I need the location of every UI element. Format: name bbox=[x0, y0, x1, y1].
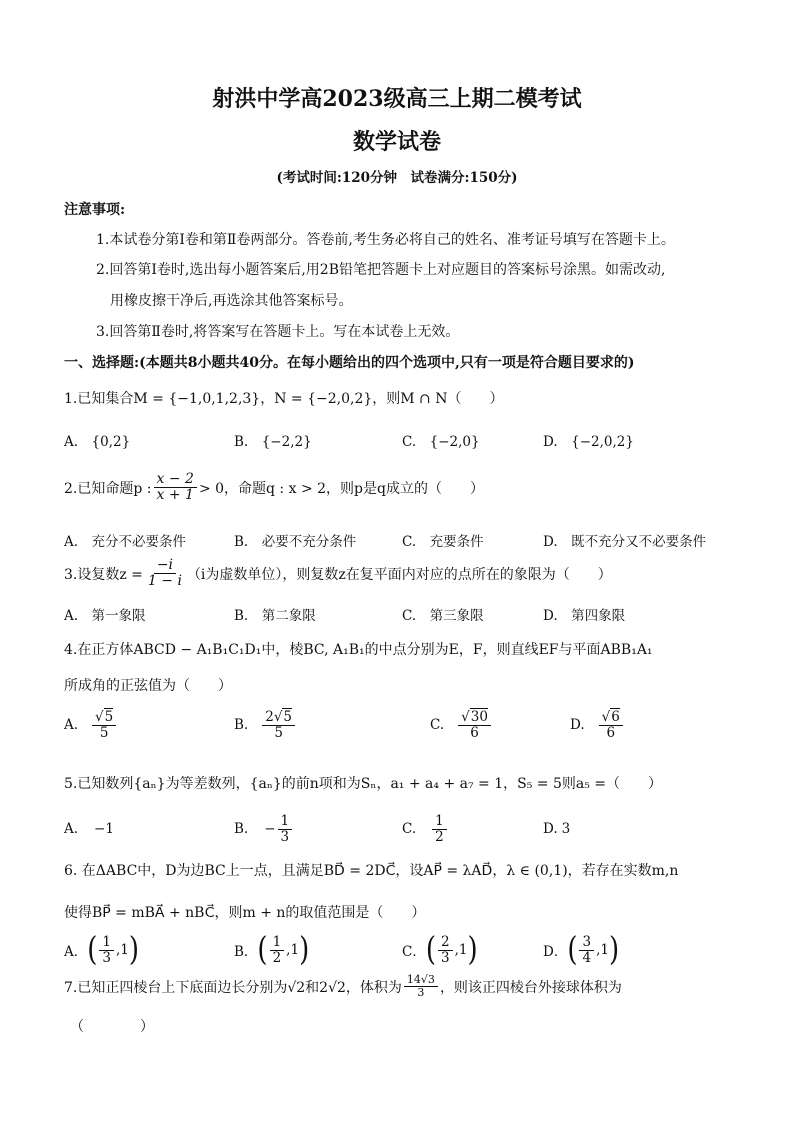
question-6-option-d-tail: ,1 bbox=[596, 942, 609, 958]
question-7-post: ，则该正四棱台外接球体积为 bbox=[439, 979, 622, 996]
question-2-post: > 0，命题q : x > 2，则p是q成立的（ ） bbox=[198, 480, 484, 497]
question-5-option-c bbox=[402, 808, 449, 850]
question-3-option-c: C. 第三象限 bbox=[402, 608, 484, 624]
question-2-option-c: C. 充要条件 bbox=[402, 534, 484, 550]
question-6-option-c bbox=[402, 930, 478, 970]
question-4-option-b-fraction bbox=[262, 710, 295, 741]
left-paren-icon: ( bbox=[567, 931, 578, 969]
question-7-pre: 7.已知正四棱台上下底面边长分别为√2和2√2，体积为 bbox=[64, 979, 402, 996]
question-5-option-b-num: 1 bbox=[278, 814, 293, 830]
question-6-option-c-den: 3 bbox=[441, 949, 450, 966]
question-6-option-b-tail: ,1 bbox=[286, 942, 300, 958]
question-5-option-a-label: A. bbox=[64, 821, 79, 837]
question-4-option-a-fraction bbox=[92, 710, 116, 741]
question-7-frac-den: 3 bbox=[417, 986, 425, 1000]
question-5-option-c-den: 2 bbox=[435, 828, 444, 845]
question-4-option-d-fraction bbox=[599, 710, 623, 741]
question-4-option-c-fraction bbox=[458, 710, 491, 741]
question-4-line-1: 4.在正方体ABCD − A₁B₁C₁D₁中，棱BC, A₁B₁的中点分别为E，F，则直线EF与平面ABB₁A₁ bbox=[64, 642, 653, 658]
question-6-option-b-fraction bbox=[270, 935, 285, 966]
question-5-option-d-text: 3 bbox=[561, 821, 571, 837]
note-item-2-cont: 用橡皮擦干净后,再选涂其他答案标号。 bbox=[110, 293, 353, 309]
question-4-option-b-coef: 2 bbox=[265, 709, 274, 725]
question-4-line-2: 所成角的正弦值为（ ） bbox=[64, 678, 232, 694]
question-6-option-c-fraction bbox=[438, 935, 453, 966]
question-5-option-b-den: 3 bbox=[280, 828, 290, 845]
question-5-option-d-label: D. bbox=[543, 821, 558, 837]
question-3-frac-den: 1 − i bbox=[147, 573, 182, 590]
question-6-option-a bbox=[64, 930, 139, 970]
question-4-option-d-den: 6 bbox=[606, 724, 616, 741]
question-4-option-c-label: C. bbox=[430, 717, 445, 734]
question-6-option-d-label: D． bbox=[543, 944, 568, 960]
question-4-option-c-den: 6 bbox=[470, 724, 479, 741]
question-3-option-a: A. 第一象限 bbox=[64, 608, 146, 624]
paper-title: 射洪中学高2023级高三上期二模考试 bbox=[212, 86, 582, 112]
question-6-option-a-den: 3 bbox=[102, 949, 111, 966]
question-4-option-b bbox=[234, 710, 297, 741]
question-6-option-d-num: 3 bbox=[579, 935, 594, 951]
question-7-frac-num: 14√3 bbox=[404, 974, 438, 987]
question-4-option-d bbox=[570, 710, 625, 741]
note-item-1: 1.本试卷分第Ⅰ卷和第Ⅱ卷两部分。答卷前,考生务必将自己的姓名、准考证号填写在答题卡上。 bbox=[96, 232, 675, 248]
question-2-option-d: D. 既不充分又不必要条件 bbox=[543, 534, 707, 550]
section-heading: 一、选择题:(本题共8小题共40分。在每小题给出的四个选项中,只有一项是符合题目要求的) bbox=[64, 355, 635, 371]
question-4-option-a-label: A. bbox=[64, 717, 79, 734]
question-2-option-a: A. 充分不必要条件 bbox=[64, 534, 187, 550]
question-4-option-d-rad: 6 bbox=[611, 709, 620, 725]
question-5-option-b-sign: − bbox=[264, 821, 276, 837]
question-3-option-d: D. 第四象限 bbox=[543, 608, 626, 624]
question-7-answer-blank: （ ） bbox=[70, 1019, 154, 1035]
question-2-fraction bbox=[154, 472, 197, 504]
question-6-option-c-num: 2 bbox=[438, 935, 453, 951]
question-5-option-c-label: C. bbox=[402, 821, 417, 837]
question-6-option-b-interval bbox=[257, 931, 310, 969]
question-6-option-c-tail: ,1 bbox=[454, 942, 468, 958]
question-6-line-1: 6. 在ΔABC中，D为边BC上一点，且满足BD⃗ = 2DC⃗，设AP⃗ = λAD⃗，λ ∈ (0,1)，若存在实数m,n bbox=[64, 863, 679, 879]
question-6-line-2: 使得BP⃗ = mBA⃗ + nBC⃗，则m + n的取值范围是（ ） bbox=[64, 905, 426, 921]
question-6-option-b-den: 2 bbox=[272, 949, 282, 966]
question-1-option-b: B. {−2,2} bbox=[234, 434, 312, 450]
exam-info: (考试时间:120分钟 试卷满分:150分) bbox=[276, 170, 518, 186]
question-5-option-c-num: 1 bbox=[432, 814, 447, 830]
question-4-option-a-rad: 5 bbox=[104, 709, 114, 725]
question-6-option-b-label: B． bbox=[234, 944, 258, 960]
question-3-post: （i为虚数单位），则复数z在复平面内对应的点所在的象限为（ ） bbox=[186, 566, 612, 583]
question-1-option-a: A. {0,2} bbox=[64, 434, 131, 450]
note-item-2: 2.回答第Ⅰ卷时,选出每小题答案后,用2B铅笔把答题卡上对应题目的答案标号涂黑。如需改动, bbox=[96, 262, 666, 278]
left-paren-icon: ( bbox=[257, 931, 268, 969]
question-6-option-a-label: A． bbox=[64, 944, 88, 960]
right-paren-icon: ) bbox=[128, 931, 140, 969]
question-6-option-d bbox=[543, 930, 619, 970]
question-4-option-a bbox=[64, 710, 118, 741]
question-5-option-a bbox=[64, 808, 114, 850]
question-5-option-d bbox=[543, 808, 570, 850]
left-paren-icon: ( bbox=[425, 931, 436, 969]
question-7-stem bbox=[64, 974, 622, 999]
question-6-option-a-num: 1 bbox=[99, 935, 114, 951]
question-4-option-c bbox=[430, 710, 493, 741]
right-paren-icon: ) bbox=[299, 931, 310, 969]
question-3-fraction bbox=[145, 558, 185, 590]
question-6-option-a-tail: ,1 bbox=[116, 942, 129, 958]
question-4-option-b-rad: 5 bbox=[283, 709, 293, 725]
question-6-option-a-fraction bbox=[99, 935, 114, 966]
question-4-option-c-num: √30 bbox=[458, 710, 491, 726]
question-4-option-b-label: B. bbox=[234, 717, 249, 734]
right-paren-icon: ) bbox=[608, 931, 620, 969]
question-2-option-b: B. 必要不充分条件 bbox=[234, 534, 357, 550]
question-4-option-b-den: 5 bbox=[274, 724, 283, 741]
question-4-option-d-num: √6 bbox=[599, 710, 623, 726]
right-paren-icon: ) bbox=[467, 931, 478, 969]
question-4-option-a-num: √5 bbox=[92, 710, 116, 726]
left-paren-icon: ( bbox=[87, 931, 98, 969]
question-4-option-d-label: D. bbox=[570, 717, 585, 734]
question-6-option-b-num: 1 bbox=[270, 935, 285, 951]
question-6-option-d-fraction bbox=[579, 935, 594, 966]
question-1-stem: 1.已知集合M = {−1,0,1,2,3}，N = {−2,0,2}，则M ∩ N（ ） bbox=[64, 391, 504, 407]
question-6-option-a-interval bbox=[87, 931, 140, 969]
question-2-pre: 2.已知命题p : bbox=[64, 480, 152, 497]
notes-heading: 注意事项: bbox=[64, 202, 126, 218]
question-1-option-c: C. {−2,0} bbox=[402, 434, 480, 450]
question-2-frac-num: x − 2 bbox=[154, 472, 197, 488]
question-6-option-c-label: C． bbox=[402, 944, 426, 960]
question-2-stem bbox=[64, 472, 484, 504]
question-5-option-b-fraction bbox=[278, 814, 293, 845]
note-item-3: 3.回答第Ⅱ卷时,将答案写在答题卡上。写在本试卷上无效。 bbox=[96, 324, 460, 340]
question-5-option-a-text: −1 bbox=[94, 821, 114, 837]
question-6-option-c-interval bbox=[425, 931, 478, 969]
question-5-stem: 5.已知数列{aₙ}为等差数列，{aₙ}的前n项和为Sₙ，a₁ + a₄ + a₇ = 1，S₅ = 5则a₅ =（ ） bbox=[64, 776, 663, 792]
question-2-frac-den: x + 1 bbox=[156, 487, 194, 504]
question-6-option-d-interval bbox=[567, 931, 620, 969]
paper-subtitle: 数学试卷 bbox=[352, 129, 441, 155]
question-7-fraction bbox=[404, 974, 438, 999]
question-4-option-a-den: 5 bbox=[99, 724, 109, 741]
question-3-frac-num: −i bbox=[154, 558, 176, 574]
question-6-option-b bbox=[234, 930, 309, 970]
question-4-option-b-num: 2√5 bbox=[262, 710, 295, 726]
question-6-option-d-den: 4 bbox=[582, 949, 592, 966]
question-4-option-c-rad: 30 bbox=[470, 709, 488, 725]
question-1-option-d: D. {−2,0,2} bbox=[543, 434, 634, 450]
question-3-stem bbox=[64, 558, 612, 590]
question-5-option-c-fraction bbox=[432, 814, 447, 845]
question-3-pre: 3.设复数z = bbox=[64, 566, 143, 583]
question-3-option-b: B. 第二象限 bbox=[234, 608, 316, 624]
question-5-option-b bbox=[234, 808, 294, 850]
question-5-option-b-label: B. bbox=[234, 821, 249, 837]
